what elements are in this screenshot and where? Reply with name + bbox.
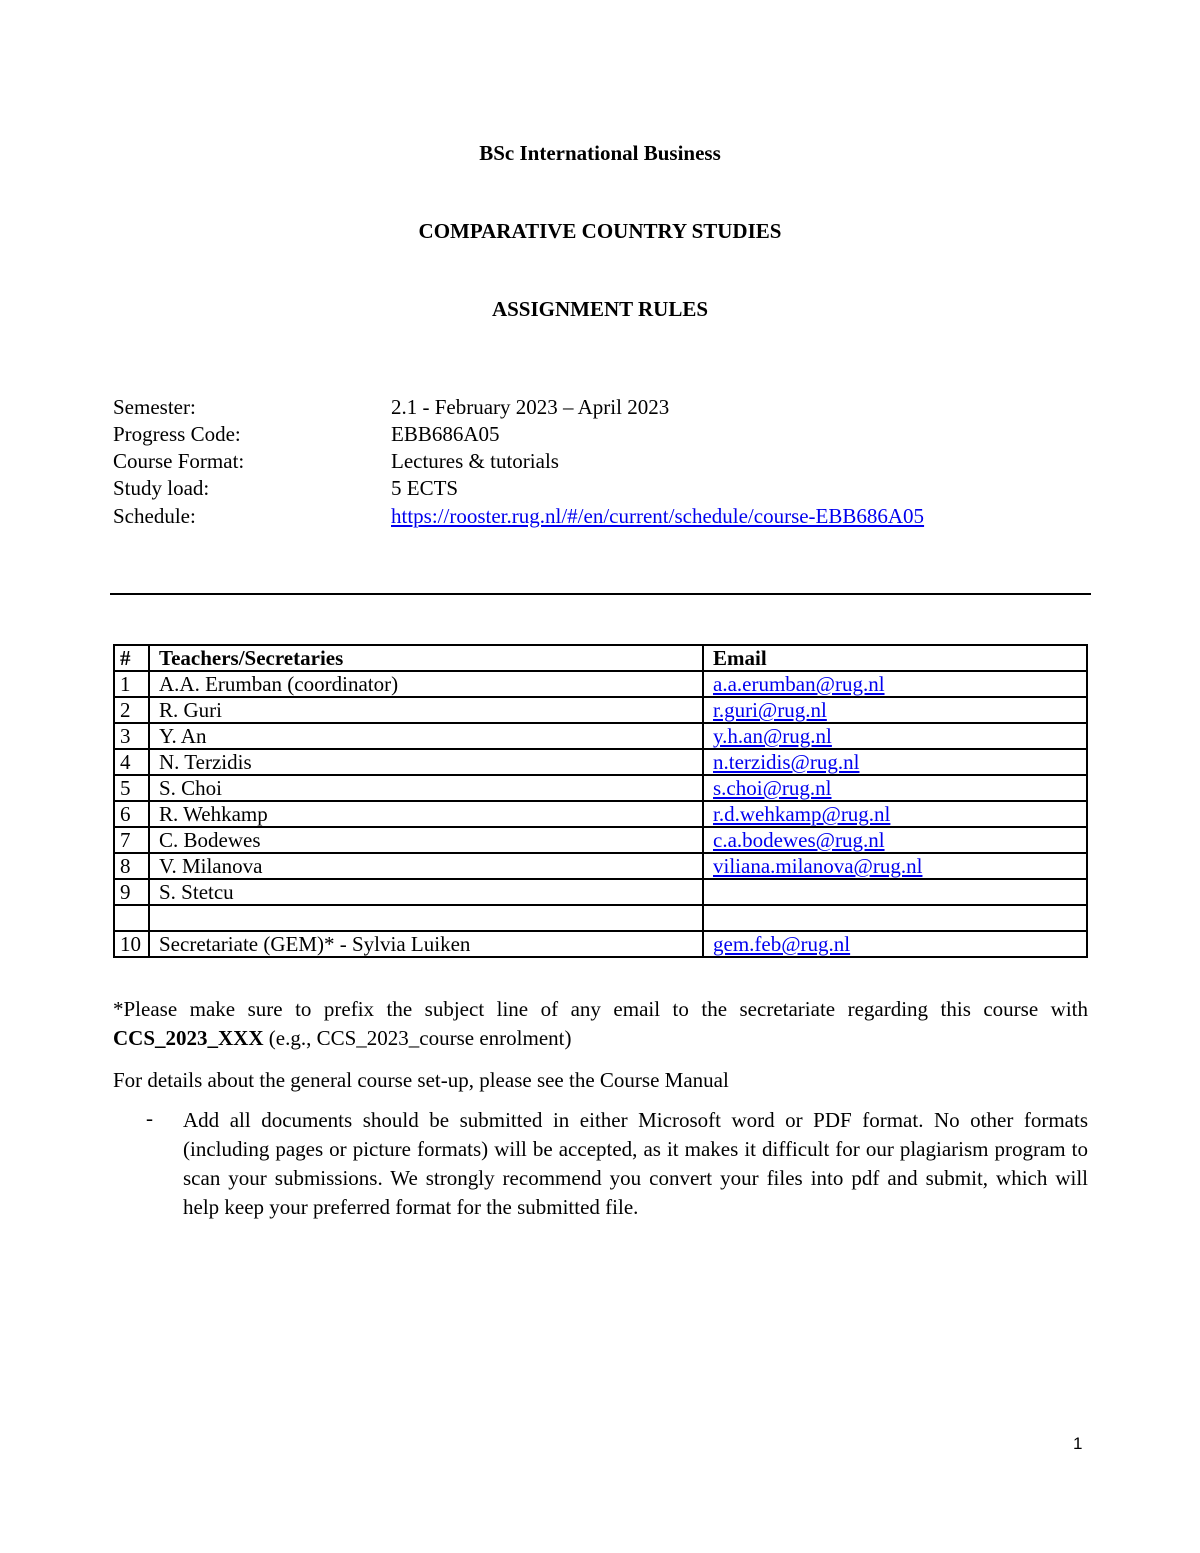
- row-name: R. Wehkamp: [149, 801, 703, 827]
- details-line: For details about the general course set-up, please see the Course Manual: [113, 1068, 729, 1092]
- row-email-cell: [703, 879, 1087, 905]
- table-row: [114, 879, 1087, 905]
- table-row-empty: [114, 905, 1087, 931]
- header-number: #: [114, 645, 149, 671]
- row-email-cell: [703, 801, 1087, 827]
- row-name: S. Choi: [149, 775, 703, 801]
- table-row: [114, 749, 1087, 775]
- note-text-after: (e.g., CCS_2023_course enrolment): [263, 1026, 572, 1050]
- row-name: V. Milanova: [149, 853, 703, 879]
- row-number: [114, 905, 149, 931]
- email-link[interactable]: a.a.erumban@rug.nl: [713, 672, 885, 696]
- row-email-cell: [703, 827, 1087, 853]
- semester-value: 2.1 - February 2023 – April 2023: [391, 395, 670, 419]
- email-link[interactable]: y.h.an@rug.nl: [713, 724, 832, 748]
- email-link[interactable]: viliana.milanova@rug.nl: [713, 854, 923, 878]
- table-row: [114, 697, 1087, 723]
- email-link[interactable]: r.d.wehkamp@rug.nl: [713, 802, 891, 826]
- schedule-label: Schedule:: [113, 504, 196, 528]
- row-name: A.A. Erumban (coordinator): [149, 671, 703, 697]
- row-number: 10: [114, 931, 149, 957]
- progress-code-label: Progress Code:: [113, 422, 241, 446]
- staff-table: [113, 644, 1088, 958]
- table-row: [114, 827, 1087, 853]
- note-code: CCS_2023_XXX: [113, 1026, 264, 1050]
- row-number: 9: [114, 879, 149, 905]
- row-number: 4: [114, 749, 149, 775]
- table-row: [114, 723, 1087, 749]
- bullet-text: Add all documents should be submitted in either Microsoft word or PDF format. No other formats (including pages or picture formats) will be accepted, as it makes it difficult for our plagiarism program to scan your submissions. We strongly recommend you convert your files into pdf and submit, which will help keep your preferred format for the submitted file.: [183, 1108, 1088, 1219]
- document-title: ASSIGNMENT RULES: [491, 297, 709, 321]
- semester-label: Semester:: [113, 395, 196, 419]
- table-header-row: [114, 645, 1087, 671]
- row-name: C. Bodewes: [149, 827, 703, 853]
- email-link[interactable]: s.choi@rug.nl: [713, 776, 832, 800]
- subject-line-note: [113, 995, 1088, 1053]
- table-row: [114, 853, 1087, 879]
- row-number: 7: [114, 827, 149, 853]
- table-row: [114, 671, 1087, 697]
- row-email-cell: [703, 931, 1087, 957]
- study-load-value: 5 ECTS: [391, 476, 459, 500]
- row-name: Secretariate (GEM)* - Sylvia Luiken: [149, 931, 703, 957]
- row-email-cell: [703, 697, 1087, 723]
- study-load-label: Study load:: [113, 476, 210, 500]
- row-email-cell: [703, 749, 1087, 775]
- row-number: 8: [114, 853, 149, 879]
- schedule-link[interactable]: https://rooster.rug.nl/#/en/current/schedule/course-EBB686A05: [391, 504, 925, 528]
- table-row: [114, 775, 1087, 801]
- row-email-cell: [703, 775, 1087, 801]
- row-name: Y. An: [149, 723, 703, 749]
- row-name: N. Terzidis: [149, 749, 703, 775]
- row-name: [149, 905, 703, 931]
- header-teachers: Teachers/Secretaries: [149, 645, 703, 671]
- email-link[interactable]: r.guri@rug.nl: [713, 698, 827, 722]
- course-format-value: Lectures & tutorials: [391, 449, 559, 473]
- email-link[interactable]: n.terzidis@rug.nl: [713, 750, 860, 774]
- note-text-before: *Please make sure to prefix the subject line of any email to the secretariate regarding this course with: [113, 997, 1088, 1021]
- row-name: S. Stetcu: [149, 879, 703, 905]
- row-number: 5: [114, 775, 149, 801]
- program-title: BSc International Business: [479, 141, 721, 165]
- row-number: 2: [114, 697, 149, 723]
- row-email-cell: [703, 723, 1087, 749]
- bullet-marker: -: [146, 1106, 153, 1130]
- email-link[interactable]: gem.feb@rug.nl: [713, 932, 851, 956]
- email-link[interactable]: c.a.bodewes@rug.nl: [713, 828, 885, 852]
- table-row: [114, 801, 1087, 827]
- horizontal-divider: [110, 593, 1091, 595]
- row-email-cell: [703, 905, 1087, 931]
- page-number: 1: [1073, 1434, 1083, 1453]
- row-email-cell: [703, 853, 1087, 879]
- row-email-cell: [703, 671, 1087, 697]
- table-row: [114, 931, 1087, 957]
- row-number: 6: [114, 801, 149, 827]
- course-format-label: Course Format:: [113, 449, 245, 473]
- progress-code-value: EBB686A05: [391, 422, 500, 446]
- header-email: Email: [703, 645, 1087, 671]
- row-number: 3: [114, 723, 149, 749]
- row-name: R. Guri: [149, 697, 703, 723]
- course-title: COMPARATIVE COUNTRY STUDIES: [418, 219, 782, 243]
- row-number: 1: [114, 671, 149, 697]
